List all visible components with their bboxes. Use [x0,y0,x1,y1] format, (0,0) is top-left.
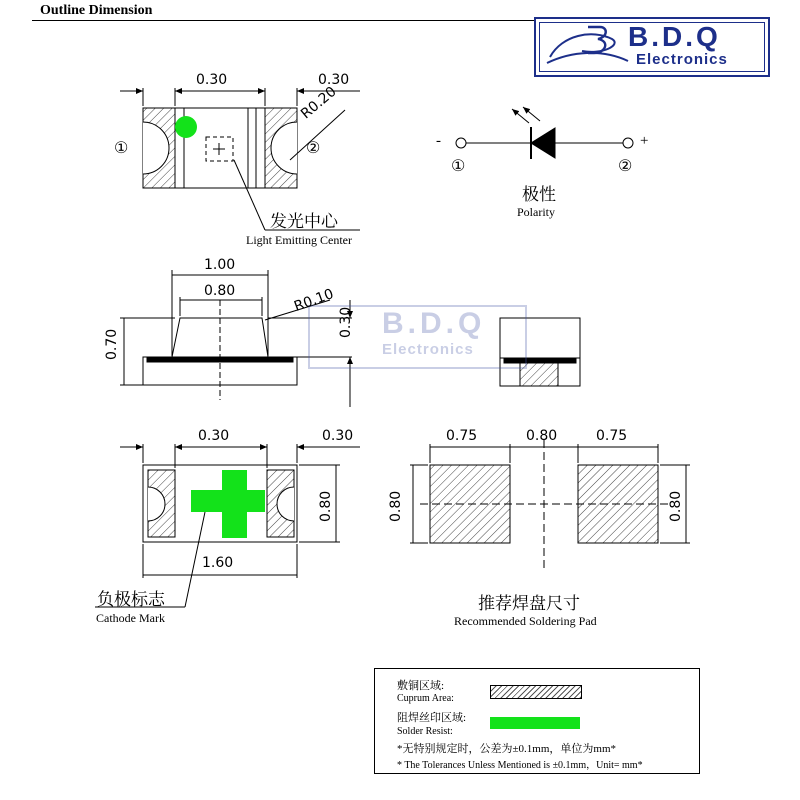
cathode-label-en: Cathode Mark [96,611,165,625]
legend-box [374,668,700,774]
legend-cuprum-swatch [490,685,582,699]
side-dim-height-total: 0.70 [104,328,120,360]
top-pin2: ② [306,140,321,157]
top-green-dot [175,116,197,138]
legend-cuprum-en: Cuprum Area: [397,693,454,704]
logo-brand: B.D.Q [628,21,721,52]
side-dim-inner: 0.80 [204,283,236,299]
bottom-dim-length: 1.60 [202,555,234,571]
polarity-symbol [456,107,633,159]
bottom-dim-right: 0.30 [322,428,354,444]
pad-dim-b: 0.80 [526,428,558,444]
polarity-label-cn: 极性 [522,185,556,204]
polarity-pin2: ② [618,158,633,175]
watermark-sub: Electronics [382,341,474,358]
cathode-label-cn: 负极标志 [97,590,165,609]
side-dim-top: 1.00 [204,257,236,273]
pad-dim-a: 0.75 [446,428,478,444]
solder-pad [410,440,690,570]
legend-note-en: * The Tolerances Unless Mentioned is ±0.1mm，Unit= mm* [397,760,643,771]
pad-label-cn: 推荐焊盘尺寸 [478,594,580,613]
polarity-minus: - [436,133,441,149]
legend-cuprum-cn: 敷铜区域: [397,680,445,692]
center-label-cn: 发光中心 [270,212,338,231]
legend-note-cn: *无特别规定时，公差为±0.1mm，单位为mm* [397,743,617,755]
bottom-dim-left: 0.30 [198,428,230,444]
polarity-label-en: Polarity [517,205,555,219]
legend-resist-cn: 阻焊丝印区域: [397,712,467,724]
pad-dim-left: 0.80 [388,490,404,522]
top-dim-left: 0.30 [196,72,228,88]
side-dim-height-lens: 0.30 [338,306,354,338]
pad-dim-right: 0.80 [668,490,684,522]
bottom-dim-height: 0.80 [318,490,334,522]
watermark-brand: B.D.Q [382,307,486,340]
legend-resist-en: Solder Resist: [397,726,453,737]
center-label-en: Light Emitting Center [246,233,352,247]
polarity-pin1: ① [451,158,466,175]
side-radius: R0.10 [292,286,336,316]
top-pin1: ① [114,140,129,157]
pad-dim-c: 0.75 [596,428,628,444]
logo-sub: Electronics [636,51,728,68]
top-radius: R0.20 [298,83,340,123]
pad-label-en: Recommended Soldering Pad [454,614,597,628]
top-dim-right: 0.30 [318,72,350,88]
legend-resist-swatch [490,717,580,729]
polarity-plus: + [640,133,649,149]
page-title: Outline Dimension [40,3,153,18]
